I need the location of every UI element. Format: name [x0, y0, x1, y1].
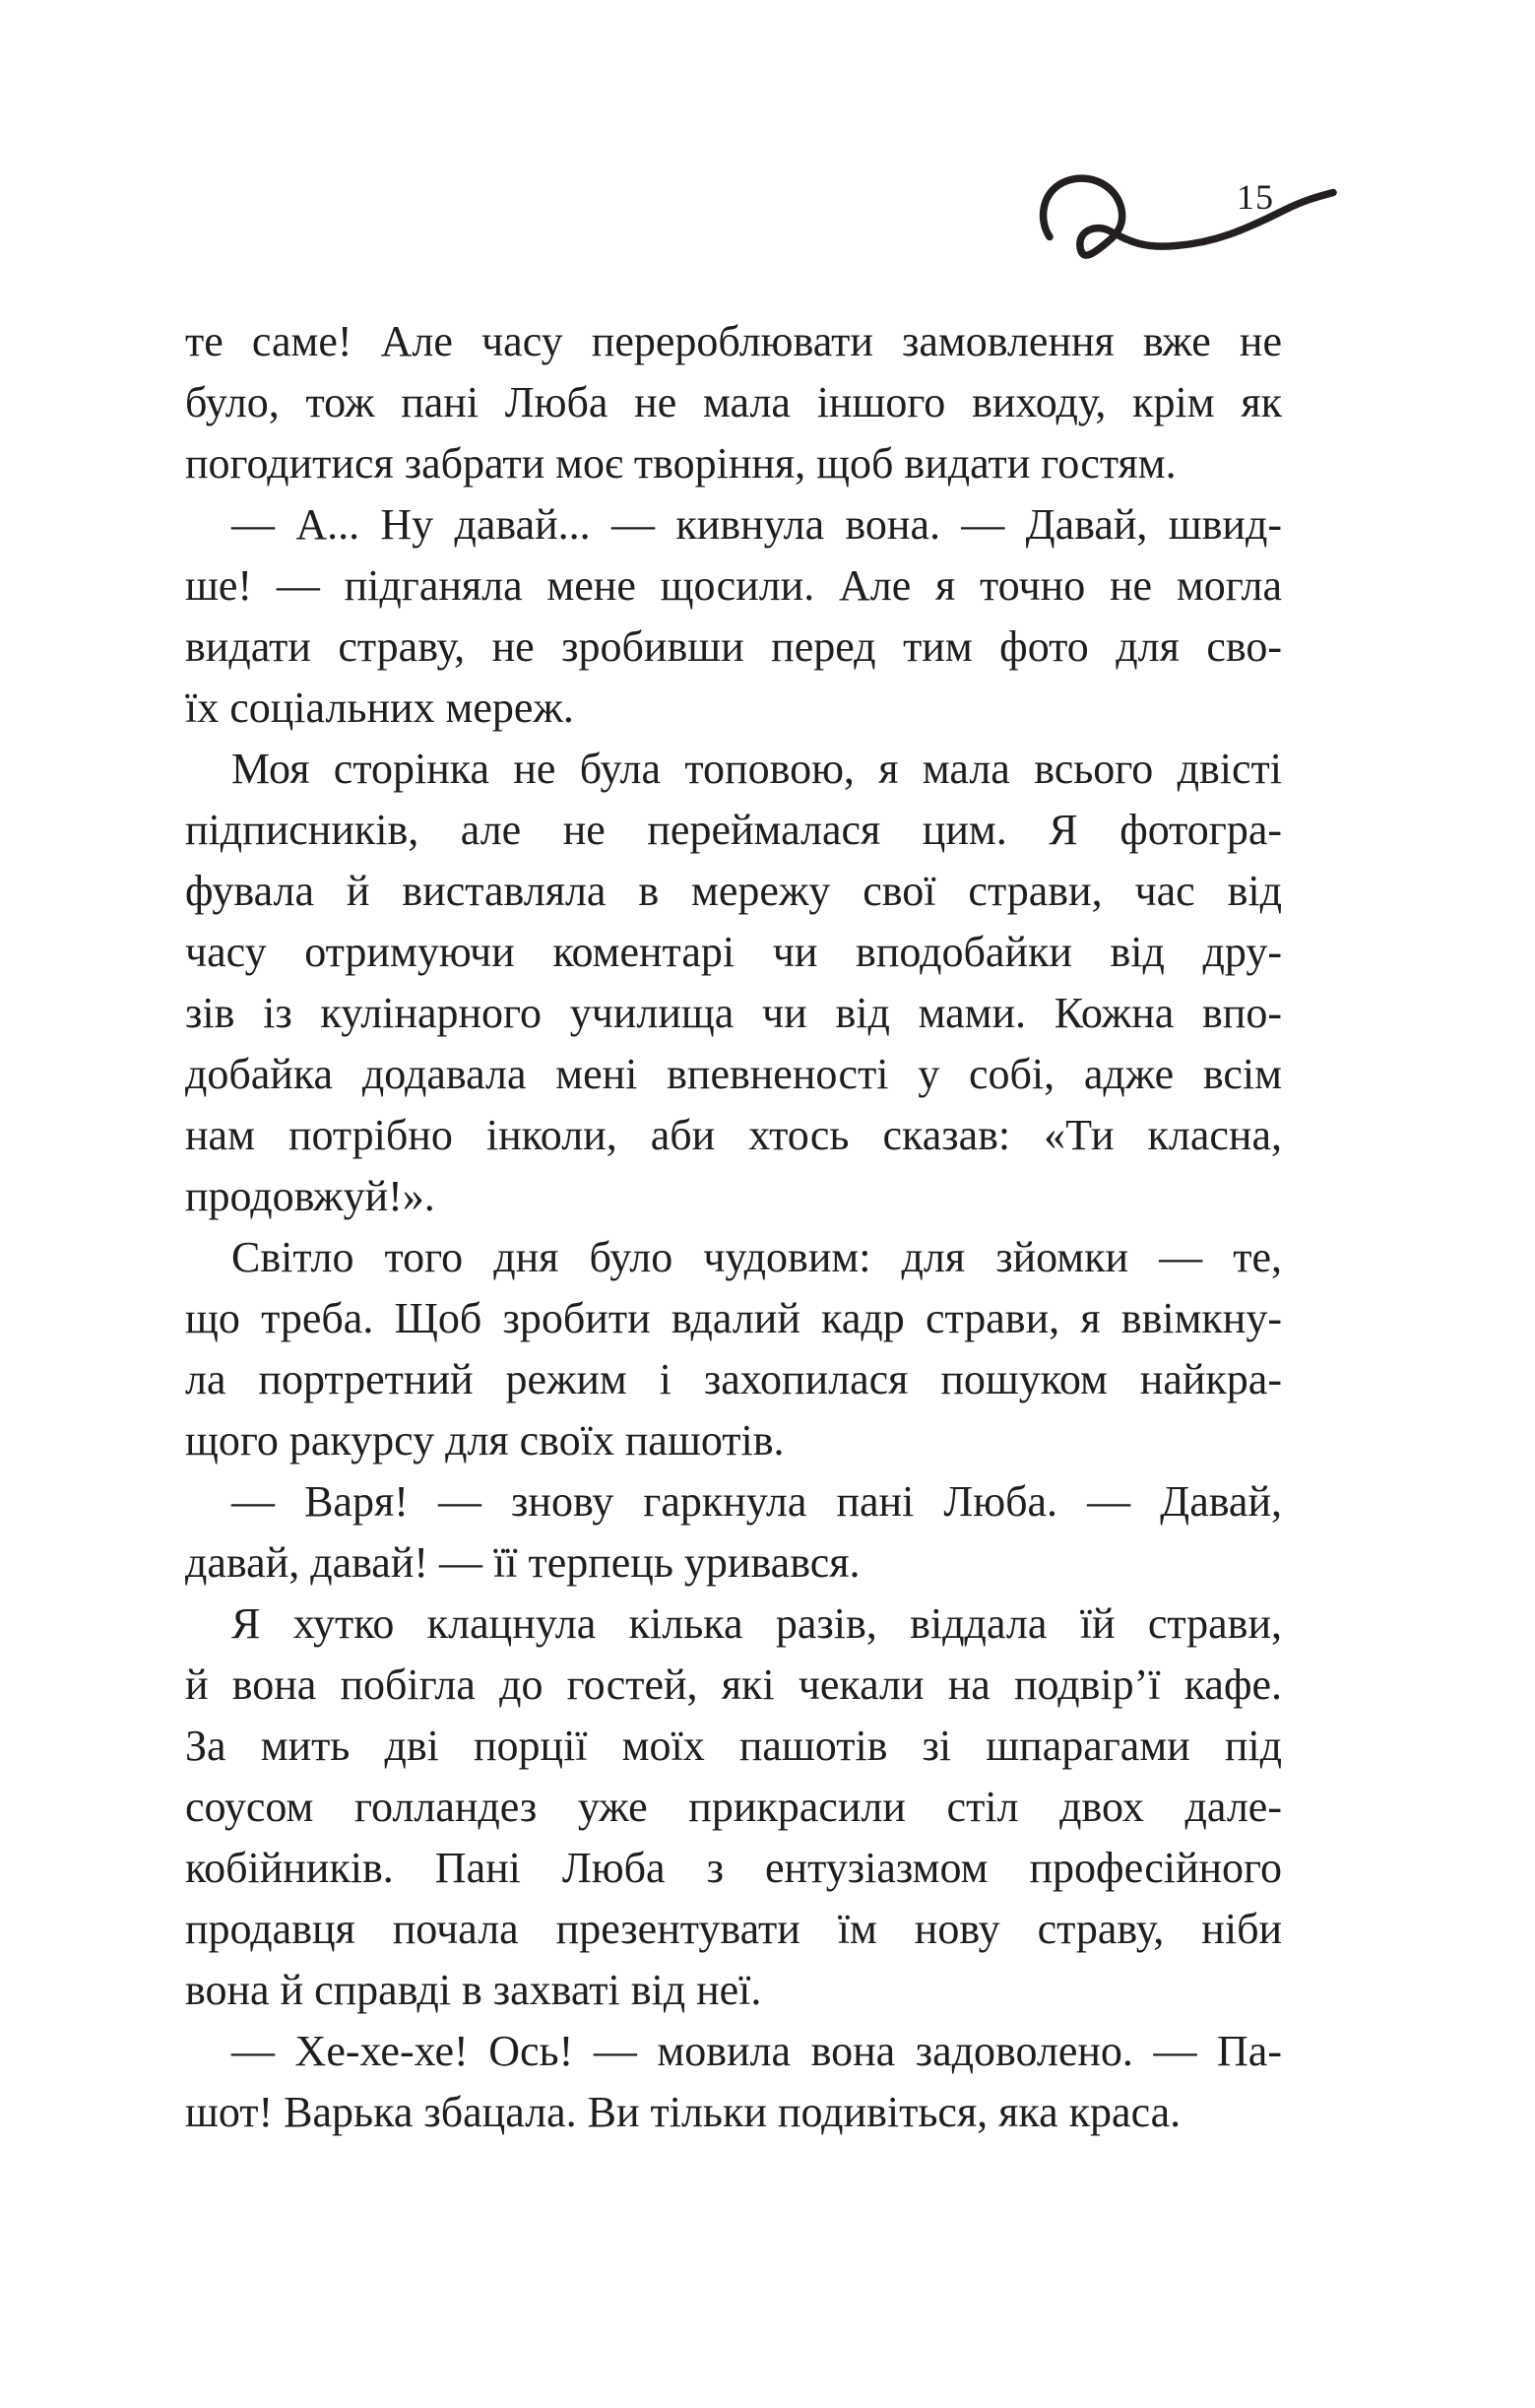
text-line: Світло того дня було чудовим: для зйомки — те,: [231, 1233, 1282, 1281]
paragraph: [185, 1594, 1282, 2021]
text-line: давай, давай! — її терпець уривався.: [185, 1538, 861, 1587]
text-line: підписників, але не переймалася цим. Я фотогра-: [185, 806, 1282, 854]
paragraph: [185, 494, 1282, 739]
text-line: часу отримуючи коментарі чи вподобайки від дру-: [185, 928, 1282, 976]
text-line: соусом голландез уже прикрасили стіл двох дале-: [185, 1783, 1282, 1831]
text-line: що треба. Щоб зробити вдалий кадр страви, я ввімкну-: [185, 1294, 1282, 1342]
paragraph: [185, 2021, 1282, 2143]
paragraph: [185, 311, 1282, 494]
text-line: нам потрібно інколи, аби хтось сказав: «Ти класна,: [185, 1111, 1282, 1159]
text-line: й вона побігла до гостей, які чекали на подвір’ї кафе.: [185, 1660, 1282, 1709]
page-header: [0, 0, 1535, 295]
paragraph: [185, 739, 1282, 1227]
text-line: кобійників. Пані Люба з ентузіазмом професійного: [185, 1844, 1282, 1892]
text-line: погодитися забрати моє творіння, щоб видати гостям.: [185, 439, 1177, 488]
text-line: було, тож пані Люба не мала іншого виходу, крім як: [185, 378, 1282, 426]
text-line: продовжуй!».: [185, 1172, 435, 1220]
text-line: вона й справді в захваті від неї.: [185, 1966, 762, 2014]
text-column: [185, 311, 1282, 2143]
text-line: шот! Варька збацала. Ви тільки подивіться, яка краса.: [185, 2088, 1182, 2136]
text-line: За мить дві порції моїх пашотів зі шпарагами під: [185, 1722, 1282, 1770]
text-line: їх соціальних мереж.: [185, 683, 574, 732]
text-line: видати страву, не зробивши перед тим фото для сво-: [185, 622, 1282, 671]
text-line: — Варя! — знову гаркнула пані Люба. — Давай,: [231, 1477, 1282, 1526]
text-line: ше! — підганяла мене щосили. Але я точно не могла: [185, 561, 1282, 610]
text-line: — А... Ну давай... — кивнула вона. — Давай, швид-: [231, 500, 1282, 549]
text-line: добайка додавала мені впевненості у собі, адже всім: [185, 1050, 1282, 1098]
page-number: 15: [1237, 177, 1274, 217]
text-line: щого ракурсу для своїх пашотів.: [185, 1416, 785, 1464]
text-line: Я хутко клацнула кілька разів, віддала їй страви,: [231, 1599, 1282, 1648]
text-line: зів із кулінарного училища чи від мами. Кожна впо-: [185, 989, 1282, 1037]
swash-flourish-icon: [1036, 169, 1351, 268]
paragraph: [185, 1227, 1282, 1471]
text-line: ла портретний режим і захопилася пошуком найкра-: [185, 1355, 1282, 1403]
text-line: те саме! Але часу перероблювати замовлення вже не: [185, 317, 1282, 365]
text-line: фувала й виставляла в мережу свої страви, час від: [185, 867, 1282, 915]
text-line: — Хе-хе-хе! Ось! — мовила вона задоволено. — Па-: [231, 2027, 1282, 2075]
paragraph: [185, 1471, 1282, 1594]
text-line: продавця почала презентувати їм нову страву, ніби: [185, 1905, 1282, 1953]
text-line: Моя сторінка не була топовою, я мала всього двісті: [231, 745, 1282, 793]
